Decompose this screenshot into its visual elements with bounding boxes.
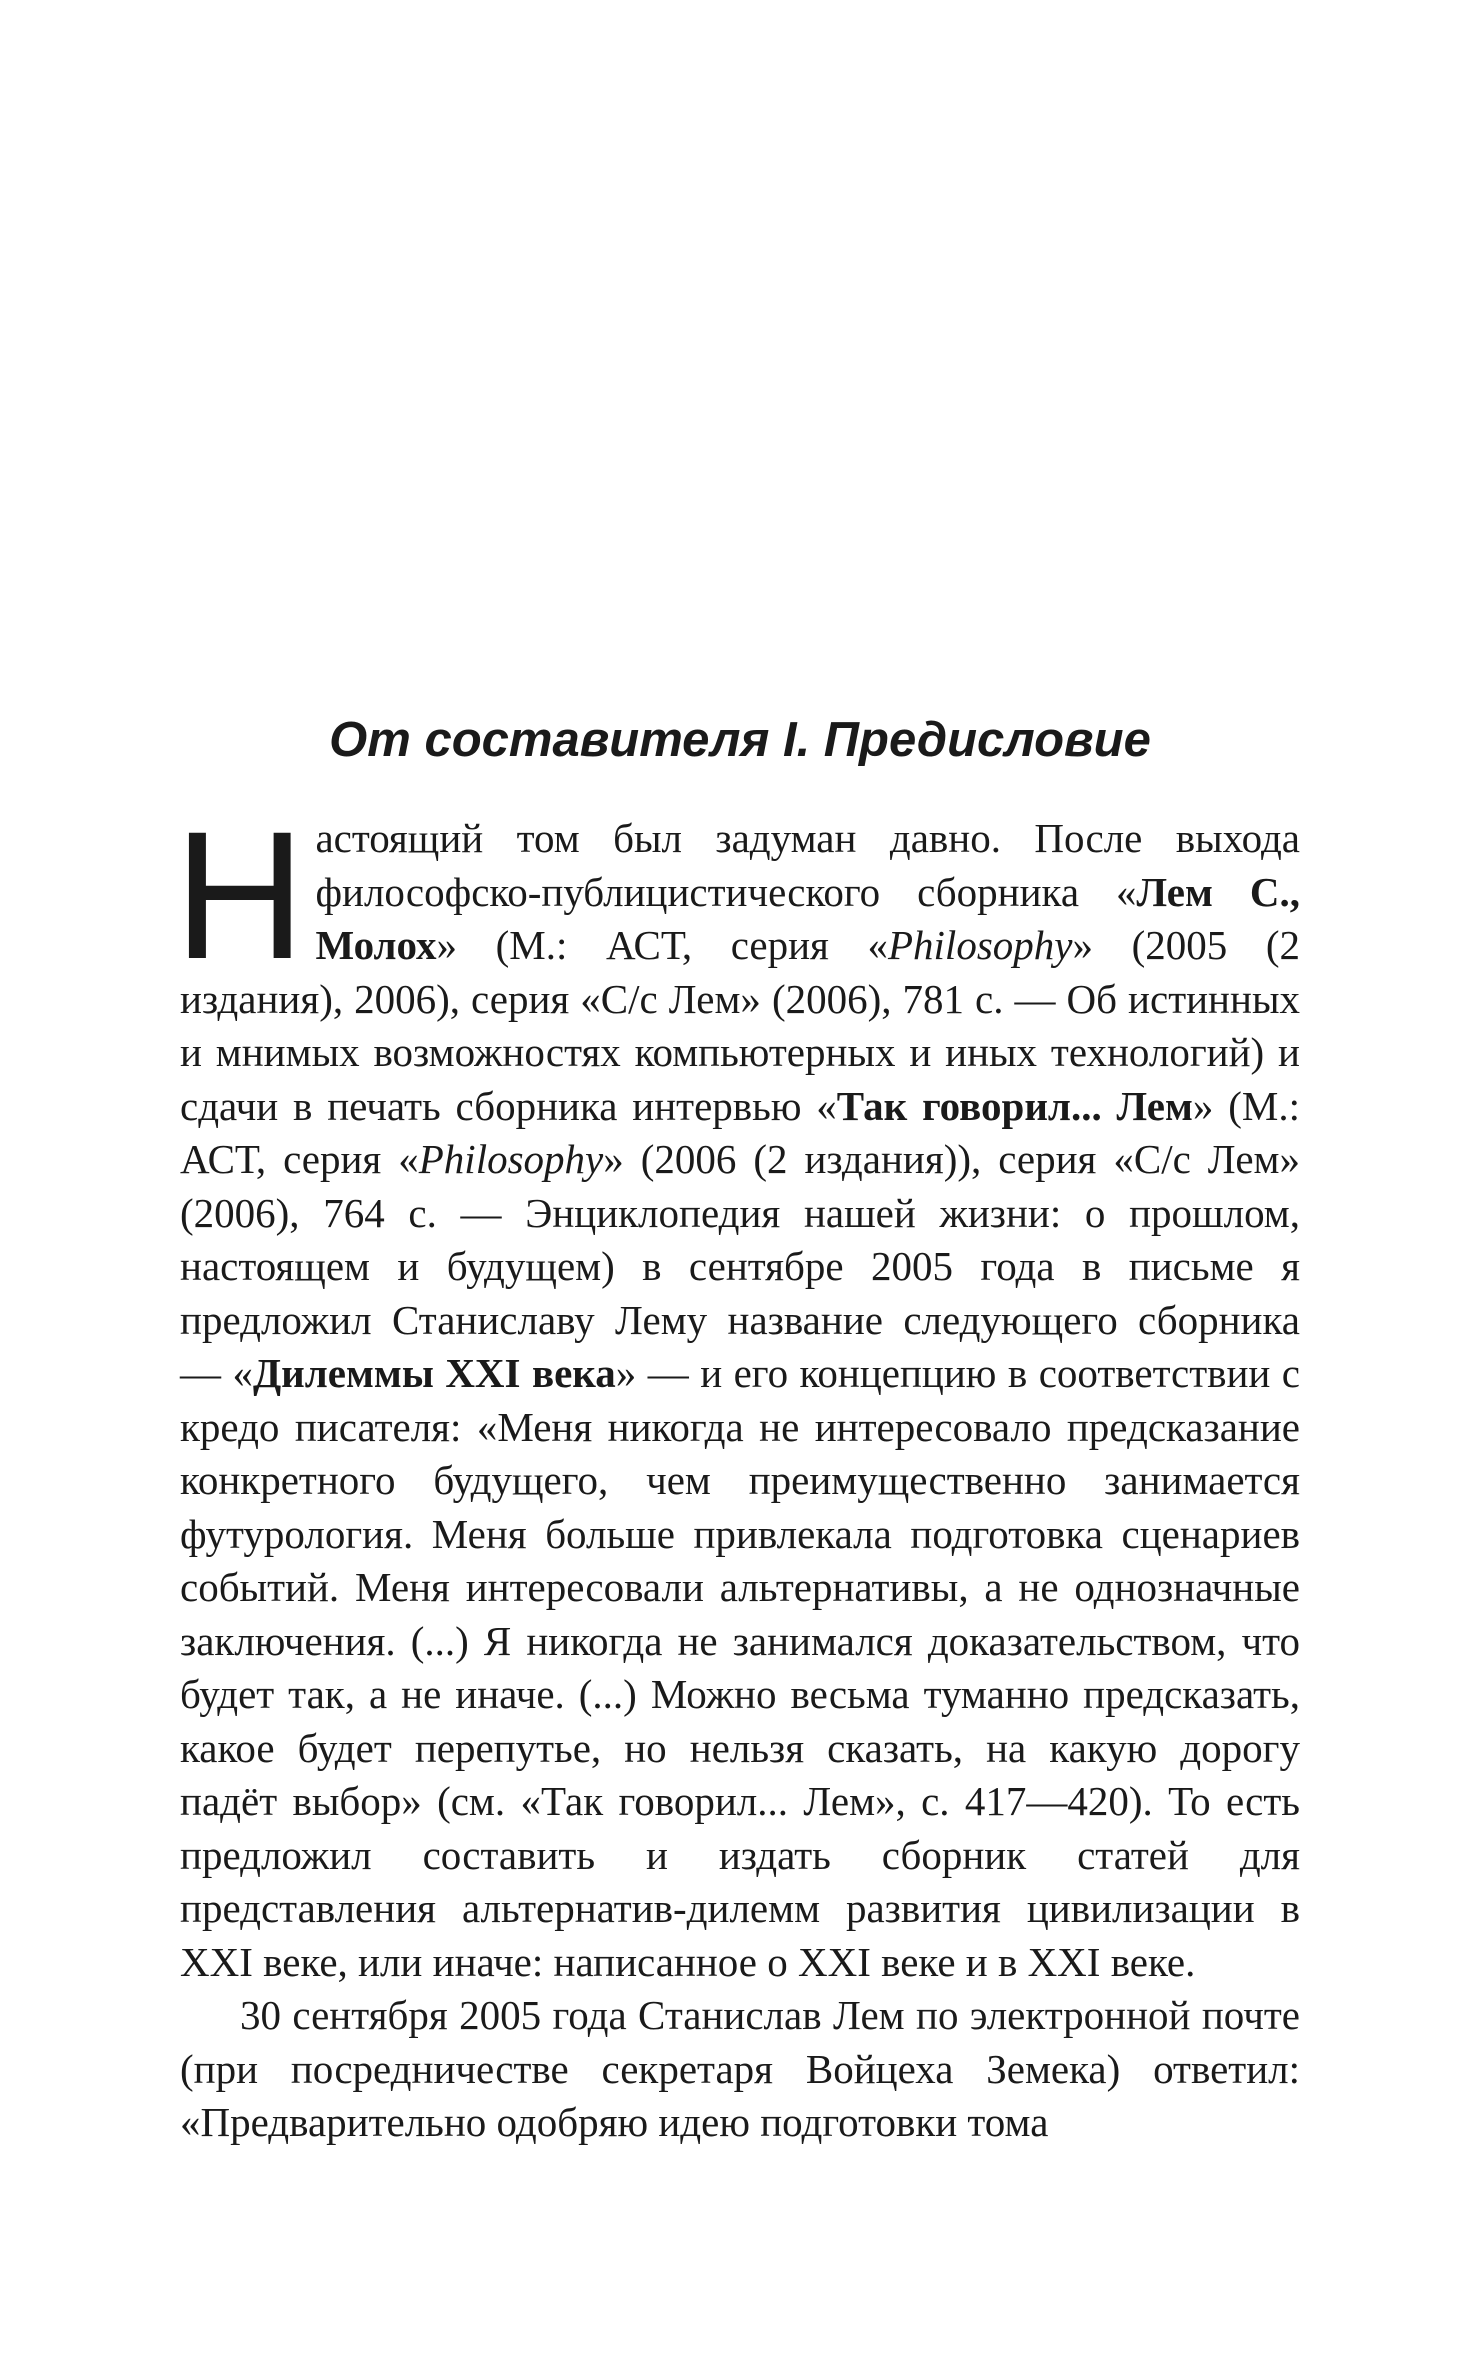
p1-italic-philosophy-1: Philosophy: [888, 922, 1073, 968]
paragraph-2: 30 сентября 2005 года Станислав Лем по электронной почте (при посредничестве секретаря Войцеха Земека) ответил: «Предварительно одобряю идею подготовки тома: [180, 1992, 1300, 2145]
paragraph-1: [174, 793, 1301, 1989]
p1-italic-philosophy-2: Philosophy: [418, 1136, 604, 1182]
drop-cap: Н: [174, 793, 306, 997]
chapter-heading: От составителя I. Предисловие: [329, 713, 1151, 767]
p1-bold-title-molokh: Лем С., Молох: [315, 868, 1300, 968]
p1-bold-title-tak-govoril: Так говорил... Лем: [836, 1082, 1193, 1129]
p1-text-3: » (2005 (2 издания), 2006), серия «С/с Лем» (2006), 781 с. — Об истинных и мнимых возможностях компьютерных и иных технологий) и сдачи в печать сборника интервью «: [180, 922, 1300, 1129]
body-text: [174, 793, 1301, 2150]
p1-bold-title-dilemmy: Дилеммы XXI века: [252, 1350, 616, 1396]
p1-text-1: астоящий том был задуман давно. После выхода философско-публицистического сборника «: [315, 815, 1300, 915]
p1-text-5: » (2006 (2 издания)), серия «С/с Лем» (2006), 764 с. — Энциклопедия нашей жизни: о прошлом, настоящем и будущем) в сентябре 2005 года в письме я предложил Станиславу Лему название следующего сборника — «: [180, 1136, 1300, 1396]
p1-text-4: » (М.: АСТ, серия «: [180, 1082, 1300, 1182]
p1-text-6: » — и его концепцию в соответствии с кредо писателя: «Меня никогда не интересовало предсказание конкретного будущего, чем преимущественно занимается футурология. Меня больше привлекала подготовка сценариев событий. Меня интересовали альтернативы, а не однозначные заключения. (...) Я никогда не занимался доказательством, что будет так, а не иначе. (...) Можно весьма туманно предсказать, какое будет перепутье, но нельзя сказать, на какую дорогу падёт выбор» (см. «Так говорил... Лем», с. 417—420). То есть предложил составить и издать сборник статей для представления альтернатив-дилемм развития цивилизации в XXI веке, или иначе: написанное о XXI веке и в XXI веке.: [180, 1350, 1301, 1985]
p1-text-2: » (М.: АСТ, серия «: [436, 922, 888, 968]
